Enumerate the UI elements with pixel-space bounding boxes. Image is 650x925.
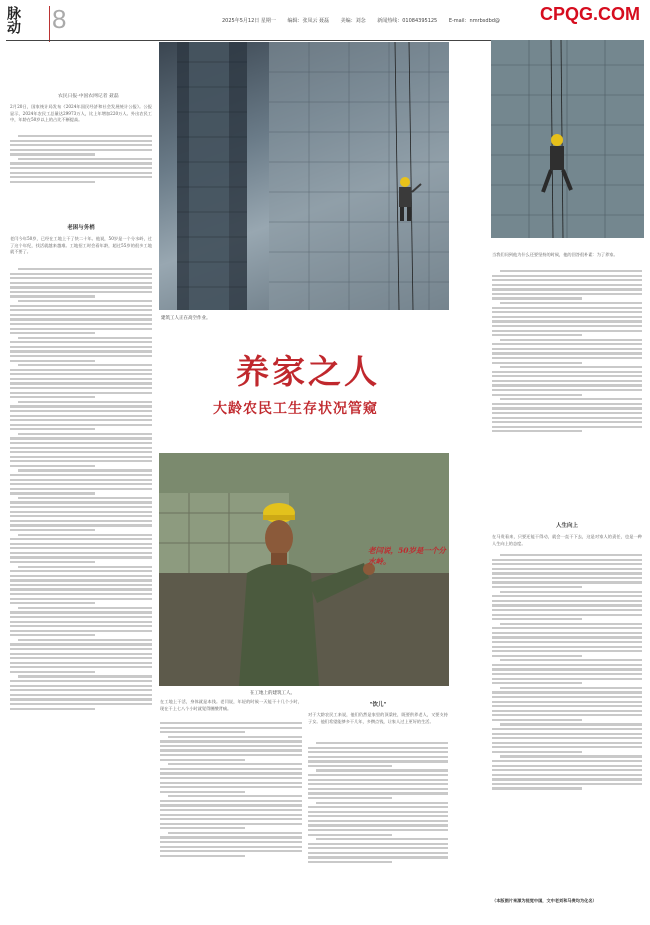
body-text-block: [492, 268, 642, 516]
body-text-block: [308, 740, 448, 920]
section-name: 脉动: [5, 6, 21, 34]
photo-caption: 在工地上的建筑工人。: [250, 691, 295, 696]
pull-quote-text: 老闫说，50岁是一个分水岭。: [368, 546, 446, 566]
col1-paragraph: 老闫今年50岁，已经在工地上干了快二十年。他说，50岁是一个分水岭，过了这个年纪，找活就越来越难。工地招工时会看年龄，超过55岁的很多工地就不要了。: [10, 236, 152, 255]
issue-date: 2025年5月12日 星期一: [222, 18, 276, 24]
body-text-block: [10, 266, 152, 916]
mid-paragraph: 对于大龄农民工来说，他们仍然是家里的顶梁柱，既要供养老人，又要支持子女。他们希望能够多干几年，多攒点钱，让家人过上更好的生活。: [308, 712, 448, 724]
photo-caption: 建筑工人正在高空作业。: [161, 316, 211, 321]
photo-rope-worker: [491, 40, 644, 238]
body-text-block: [160, 720, 302, 920]
designer-credit: 美编：刘念: [340, 18, 366, 24]
image-source-note: （本版图片来源为视觉中国，文中老刘和马贵均为化名）: [492, 898, 597, 903]
article-title: 养家之人: [236, 352, 380, 391]
rope-worker-illustration: [491, 40, 644, 238]
construction-scene-illustration: [159, 42, 449, 310]
photo-highrise-workers: [159, 42, 449, 310]
article-byline: 农民日报·中国农网记者 聂磊: [58, 94, 119, 99]
right-paragraph: 在马贵看来，只要还能干得动，就会一直干下去，这是对家人的责任，也是一种人生向上的态度。: [492, 534, 642, 546]
lead-paragraph: 2月20日，国家统计局发布《2024年国民经济和社会发展统计公报》。公报显示，2024年农民工总量达29973万人，比上年增加220万人。外出农民工中，年龄在50岁以上的占比不断提高。: [10, 104, 152, 123]
right-paragraph: 当我们问到他为什么还要坚持的时候，他的回答很朴素：为了养家。: [492, 252, 618, 257]
site-logo[interactable]: CPQG.COM: [539, 4, 640, 24]
news-hotline: 新闻热线：01084395125: [377, 18, 438, 24]
editor-credit: 编辑：张凤云 聂磊: [287, 18, 330, 24]
photo-worker-portrait: [159, 453, 449, 686]
body-text-block: [492, 552, 642, 892]
body-text-block: [10, 133, 152, 211]
mid-heading: "饮儿": [369, 702, 387, 708]
mid-paragraph: 在工地上干活，身体就是本钱。老闫说，年轻的时候一天能干十几个小时，现在干上七八个小时就觉得腰酸背痛。: [160, 699, 302, 711]
article-subtitle: 大龄农民工生存状况管窥: [213, 401, 378, 417]
section-label: [6, 6, 50, 42]
page-number: 8: [52, 4, 67, 34]
header-meta: [222, 17, 510, 24]
pull-quote: [368, 545, 448, 567]
contact-email: E-mail：nmrbsdbd@: [448, 18, 500, 24]
worker-portrait-illustration: [159, 453, 449, 686]
right-heading: 人生向上: [555, 523, 578, 529]
section-heading: 老困与务梢: [67, 225, 95, 231]
